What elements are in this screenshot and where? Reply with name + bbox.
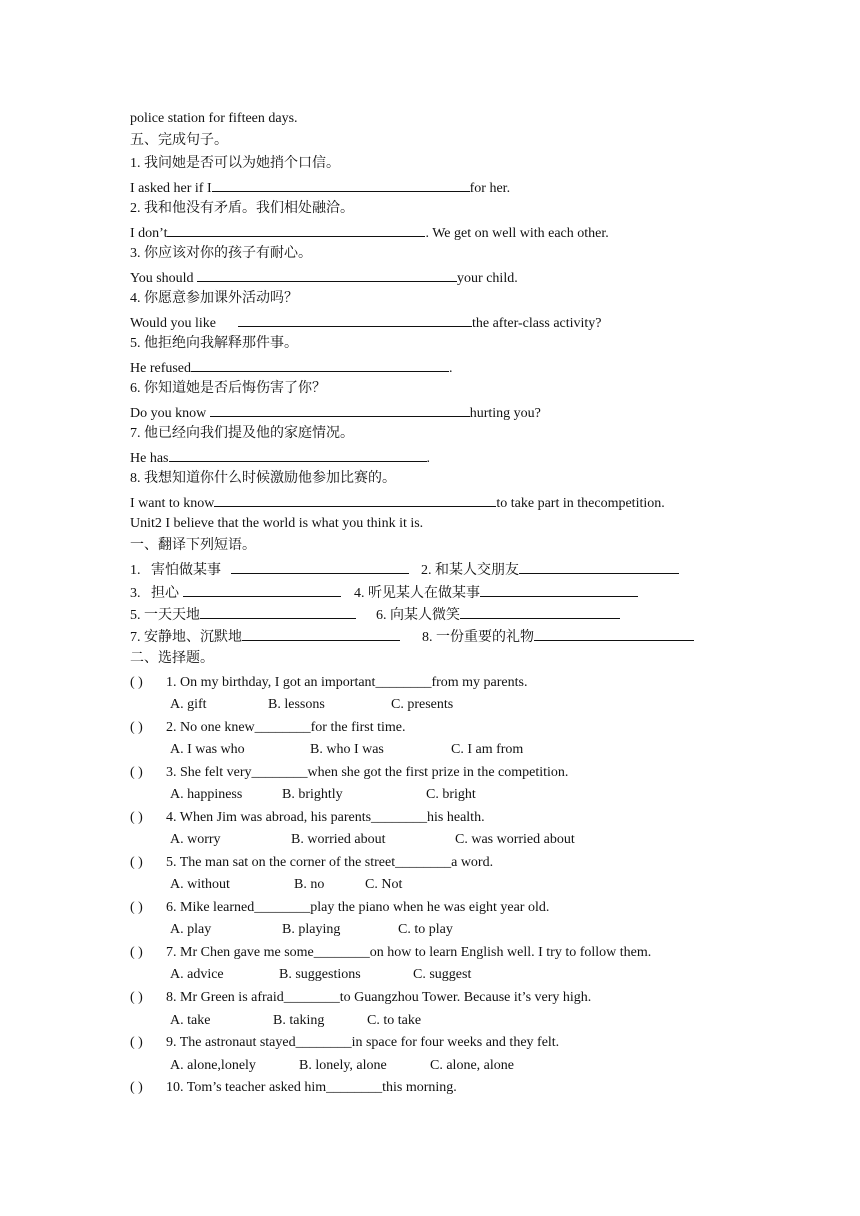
- sentence-end: to take part in thecompetition.: [496, 496, 665, 511]
- answer-paren[interactable]: ( ): [130, 1035, 143, 1050]
- question-text: 2. No one knew________for the first time.: [166, 720, 406, 735]
- option-b: B. lessons: [268, 697, 325, 712]
- question-text: 5. The man sat on the corner of the street________a word.: [166, 855, 494, 870]
- answer-blank[interactable]: [183, 583, 341, 597]
- sentence-line: [130, 223, 609, 243]
- section-heading: 一、翻译下列短语。: [130, 538, 256, 553]
- cn-prompt: 8. 我想知道你什么时候激励他参加比赛的。: [130, 471, 396, 486]
- question-text: 4. When Jim was abroad, his parents________his health.: [166, 810, 485, 825]
- sentence-line: [130, 178, 510, 198]
- sentence-start: He refused: [130, 361, 192, 376]
- sentence-start: I don’t: [130, 226, 168, 241]
- option-a: A. take: [170, 1013, 211, 1028]
- sentence-line: [130, 448, 430, 468]
- answer-paren[interactable]: ( ): [130, 990, 143, 1005]
- question-text: 10. Tom’s teacher asked him________this morning.: [166, 1080, 457, 1095]
- sentence-start: He has: [130, 451, 169, 466]
- cn-prompt: 4. 你愿意参加课外活动吗？: [130, 291, 298, 306]
- option-a: A. happiness: [170, 787, 243, 802]
- answer-blank[interactable]: [200, 605, 356, 619]
- question-text: 6. Mike learned________play the piano when he was eight year old.: [166, 900, 550, 915]
- sentence-start: You should: [130, 271, 198, 286]
- phrase-item: 2. 和某人交朋友: [421, 560, 679, 580]
- cn-prompt: 7. 他已经向我们提及他的家庭情况。: [130, 426, 354, 441]
- cn-prompt: 6. 你知道她是否后悔伤害了你？: [130, 381, 326, 396]
- sentence-start: Do you know: [130, 406, 210, 421]
- option-c: C. bright: [426, 787, 476, 802]
- phrase-item: 4. 听见某人在做某事: [354, 583, 638, 603]
- option-c: C. to take: [367, 1013, 422, 1028]
- option-a: A. gift: [170, 697, 207, 712]
- sentence-end: the after-class activity?: [471, 316, 602, 331]
- option-b: B. no: [294, 877, 325, 892]
- section-heading: 二、选择题。: [130, 651, 214, 666]
- phrase-item: 3. 担心: [130, 583, 341, 603]
- option-a: A. worry: [170, 832, 221, 847]
- option-b: B. worried about: [291, 832, 386, 847]
- option-c: C. alone, alone: [430, 1058, 514, 1073]
- answer-blank[interactable]: [238, 313, 472, 327]
- option-c: C. I am from: [451, 742, 524, 757]
- question-text: 8. Mr Green is afraid________to Guangzhou Tower. Because it’s very high.: [166, 990, 592, 1005]
- answer-blank[interactable]: [191, 358, 449, 372]
- sentence-end: hurting you?: [469, 406, 541, 421]
- sentence-end: your child.: [457, 271, 518, 286]
- option-b: B. playing: [282, 922, 341, 937]
- cn-prompt: 2. 我和他没有矛盾。我们相处融洽。: [130, 201, 354, 216]
- answer-paren[interactable]: ( ): [130, 945, 143, 960]
- option-b: B. suggestions: [279, 967, 361, 982]
- option-c: C. Not: [365, 877, 403, 892]
- sentence-start: I want to know: [130, 496, 215, 511]
- option-b: B. brightly: [282, 787, 343, 802]
- answer-blank[interactable]: [197, 268, 457, 282]
- option-b: B. who I was: [310, 742, 384, 757]
- option-b: B. lonely, alone: [299, 1058, 387, 1073]
- answer-blank[interactable]: [480, 583, 638, 597]
- option-c: C. presents: [391, 697, 454, 712]
- phrase-item: 1. 害怕做某事: [130, 560, 409, 580]
- sentence-start: Would you like: [130, 316, 216, 331]
- question-text: 3. She felt very________when she got the first prize in the competition.: [166, 765, 569, 780]
- option-a: A. I was who: [170, 742, 245, 757]
- sentence-end: .: [449, 361, 453, 376]
- sentence-line: [130, 313, 602, 333]
- answer-paren[interactable]: ( ): [130, 675, 143, 690]
- cn-prompt: 3. 你应该对你的孩子有耐心。: [130, 246, 312, 261]
- unit-title: Unit2 I believe that the world is what you think it is.: [130, 516, 424, 531]
- option-c: C. to play: [398, 922, 453, 937]
- sentence-line: [130, 358, 453, 378]
- option-a: A. advice: [170, 967, 224, 982]
- answer-blank[interactable]: [519, 560, 679, 574]
- answer-blank[interactable]: [167, 223, 425, 237]
- sentence-end: for her.: [469, 181, 511, 196]
- answer-blank[interactable]: [214, 493, 496, 507]
- option-a: A. without: [170, 877, 230, 892]
- cn-prompt: 1. 我问她是否可以为她捎个口信。: [130, 156, 340, 171]
- sentence-line: [130, 268, 518, 288]
- answer-blank[interactable]: [212, 178, 470, 192]
- answer-blank[interactable]: [460, 605, 620, 619]
- option-c: C. was worried about: [455, 832, 575, 847]
- question-text: 7. Mr Chen gave me some________on how to learn English well. I try to follow them.: [166, 945, 652, 960]
- option-c: C. suggest: [413, 967, 472, 982]
- question-text: 1. On my birthday, I got an important________from my parents.: [166, 675, 528, 690]
- phrase-item: 7. 安静地、沉默地: [130, 627, 400, 647]
- continued-text: police station for fifteen days.: [130, 111, 298, 126]
- cn-prompt: 5. 他拒绝向我解释那件事。: [130, 336, 298, 351]
- answer-blank[interactable]: [534, 627, 694, 641]
- sentence-end: .: [426, 451, 430, 466]
- phrase-item: 8. 一份重要的礼物: [422, 627, 694, 647]
- answer-blank[interactable]: [210, 403, 470, 417]
- sentence-start: I asked her if I: [130, 181, 212, 196]
- answer-paren[interactable]: ( ): [130, 1080, 143, 1095]
- answer-paren[interactable]: ( ): [130, 855, 143, 870]
- option-b: B. taking: [273, 1013, 325, 1028]
- sentence-line: [130, 493, 665, 513]
- answer-blank[interactable]: [169, 448, 427, 462]
- sentence-end: . We get on well with each other.: [425, 226, 609, 241]
- answer-blank[interactable]: [231, 560, 409, 574]
- question-text: 9. The astronaut stayed________in space for four weeks and they felt.: [166, 1035, 560, 1050]
- answer-paren[interactable]: ( ): [130, 810, 143, 825]
- option-a: A. alone,lonely: [170, 1058, 256, 1073]
- answer-blank[interactable]: [242, 627, 400, 641]
- sentence-line: [130, 403, 541, 423]
- section-heading: 五、完成句子。: [130, 133, 228, 148]
- option-a: A. play: [170, 922, 212, 937]
- phrase-item: 6. 向某人微笑: [376, 605, 620, 625]
- phrase-item: 5. 一天天地: [130, 605, 356, 625]
- answer-paren[interactable]: ( ): [130, 765, 143, 780]
- answer-paren[interactable]: ( ): [130, 900, 143, 915]
- answer-paren[interactable]: ( ): [130, 720, 143, 735]
